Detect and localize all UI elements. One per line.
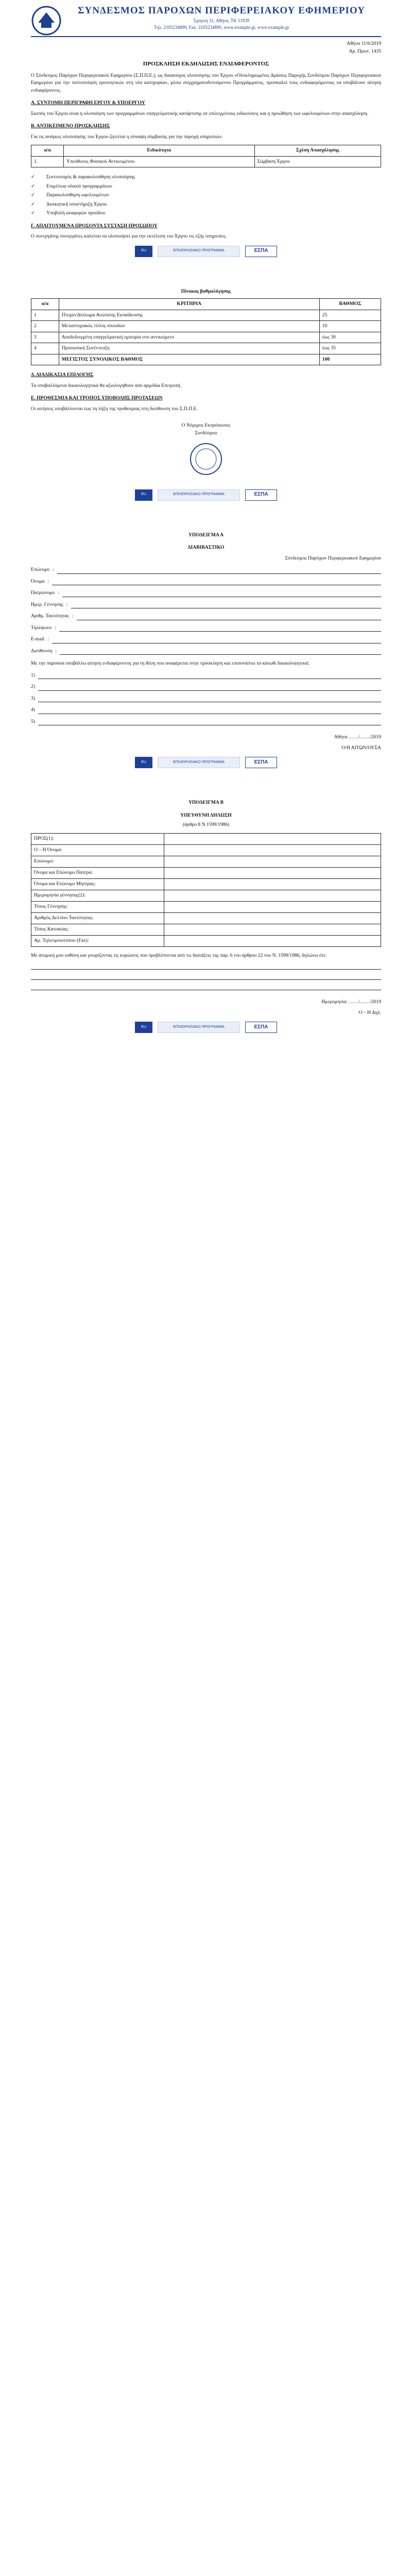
section-heading: Ε. ΠΡΟΘΕΣΜΙΑ ΚΑΙ ΤΡΟΠΟΣ ΥΠΟΒΟΛΗΣ ΠΡΟΤΑΣΕΩΝ <box>31 395 163 401</box>
form-blank[interactable] <box>164 856 381 867</box>
eu-flag-icon: EU <box>135 757 152 768</box>
eu-flag-icon: EU <box>135 1022 152 1033</box>
intro-paragraph: Ο Σύνδεσμος Παρόχων Περιφερειακού Εφημερίου (Σ.Π.Π.Ε.), ως δικαιούχος υλοποίησης του Έργου «Ολοκληρωμένες Δράσεις Παροχής Συνδέσμου Παρόχων Περιφερειακού Εφημερίου για την πιστοποίηση ερευνητικών στη νέα κατηγορία», μέσω συγχρηματοδοτούμενου Προγράμματος, προσκαλεί τους ενδιαφερόμενους να υποβάλουν αίτηση ενδιαφέροντος. <box>31 72 381 93</box>
table-header: α/α <box>31 299 59 310</box>
form-blank[interactable] <box>77 614 381 620</box>
organization-logo-icon <box>31 5 62 36</box>
annex-a-place-date: Αθήνα ……/……/2019 <box>334 734 381 740</box>
form-field: Όνομα : <box>31 578 381 586</box>
form-blank[interactable] <box>164 844 381 856</box>
annex-b-law: (άρθρο 8 Ν.1599/1986) <box>182 822 230 827</box>
table-row: 4 Προσωπική Συνέντευξη έως 35 <box>31 343 381 354</box>
table-header: ΚΡΙΤΗΡΙΑ <box>59 299 319 310</box>
protocol-number: Αρ. Πρωτ. 1435 <box>349 48 381 54</box>
table-header: α/α <box>31 145 64 157</box>
enclosure-line: 1) <box>31 672 381 680</box>
list-item: ✓ Παρακολούθηση ωφελουμένων <box>31 192 109 198</box>
annex-b-subtitle: ΥΠΕΥΘΥΝΗ ΔΗΛΩΣΗ <box>180 812 232 818</box>
form-blank[interactable] <box>60 649 381 655</box>
enclosure-line: 3) <box>31 695 381 703</box>
page-title: ΠΡΟΣΚΛΗΣΗ ΕΚΔΗΛΩΣΗΣ ΕΝΔΙΑΦΕΡΟΝΤΟΣ <box>143 61 269 67</box>
date-block <box>31 40 381 55</box>
document-body <box>0 40 412 1033</box>
program-logo: ΕΠΙΧΕΙΡΗΣΙΑΚΟ ΠΡΟΓΡΑΜΜΑ <box>158 1022 240 1033</box>
table-row: ΠΡΟΣ(1): <box>31 833 381 844</box>
form-blank[interactable] <box>59 625 381 632</box>
form-blank[interactable] <box>164 901 381 912</box>
section-text: Σκοπός του Έργου είναι η υλοποίηση των προγραμμάτων επαγγελματικής κατάρτισης σε επιλεγμένους ειδικεύσεις και η προώθηση των ωφελουμένων στην απασχόληση. <box>31 110 369 116</box>
form-blank[interactable] <box>31 974 381 980</box>
form-blank[interactable] <box>164 867 381 878</box>
list-item: ✓ Διοικητική υποστήριξη Έργου <box>31 201 107 207</box>
table-cell: 1. <box>31 156 64 167</box>
program-logo: ΕΠΙΧΕΙΡΗΣΙΑΚΟ ΠΡΟΓΡΑΜΜΑ <box>158 757 240 768</box>
criteria-caption: Πίνακας βαθμολόγησης <box>181 288 231 294</box>
form-blank[interactable] <box>164 924 381 935</box>
declaration-signer: Ο – Η Δηλ. <box>358 1009 381 1015</box>
form-blank[interactable] <box>71 602 381 608</box>
espa-logo: ΕΣΠΑ <box>245 246 277 257</box>
table-row: Αριθμός Δελτίου Ταυτότητας: <box>31 912 381 924</box>
form-blank[interactable] <box>164 890 381 901</box>
section-text: Ο συνεργάτης συνεργάτες καλείται να υλοποιήσει για την εκτέλεση του Έργου τις εξής υπηρεσίες. <box>31 233 227 239</box>
header-divider <box>31 36 381 37</box>
table-header: Σχέση Απασχόλησης <box>254 145 381 157</box>
criteria-table <box>31 298 381 365</box>
annex-b-title: ΥΠΟΔΕΙΓΜΑ Β <box>188 800 224 805</box>
form-blank[interactable] <box>31 984 381 990</box>
form-blank[interactable] <box>52 637 381 643</box>
espa-logo: ΕΣΠΑ <box>245 489 277 501</box>
form-blank[interactable] <box>164 935 381 946</box>
annex-a-body: Με την παρούσα υποβάλλω αίτηση ενδιαφέροντος για τη θέση που αναφέρεται στην πρόσκληση και επισυνάπτω τα κάτωθι δικαιολογητικά: <box>31 660 310 666</box>
table-row <box>31 156 381 167</box>
signature-org: Συνδέσμου <box>195 430 217 436</box>
form-field: Ημερ. Γέννησης : <box>31 601 381 609</box>
form-field: Τηλέφωνο : <box>31 624 381 632</box>
annex-a-signer: Ο/Η ΑΙΤΩΝ/ΟΥΣΑ <box>341 744 381 751</box>
declaration-date: Ημερομηνία: ……/……/2019 <box>321 999 381 1005</box>
table-row: ΜΕΓΙΣΤΟΣ ΣΥΝΟΛΙΚΟΣ ΒΑΘΜΟΣ 100 <box>31 354 381 365</box>
espa-logo: ΕΣΠΑ <box>245 757 277 768</box>
form-blank[interactable] <box>164 912 381 924</box>
annex-a-title: ΥΠΟΔΕΙΓΜΑ Α <box>188 532 224 538</box>
form-blank[interactable] <box>164 878 381 890</box>
declaration-statement: Με ατομική μου ευθύνη και γνωρίζοντας τις κυρώσεις που προβλέπονται από τις διατάξεις της παρ. 6 του άρθρου 22 του Ν. 1599/1986, δηλώνω ότι: <box>31 952 327 958</box>
table-row: 3 Αποδεδειγμένη επαγγελματική εμπειρία στο αντικείμενο έως 30 <box>31 332 381 343</box>
table-row: Όνομα και Επώνυμο Μητέρας: <box>31 878 381 890</box>
funding-logos <box>31 1022 381 1033</box>
form-field: Επώνυμο : <box>31 566 381 574</box>
table-row: Αρ. Τηλεομοιοτύπου (Fax): <box>31 935 381 946</box>
form-blank[interactable] <box>164 833 381 844</box>
section-heading: Β. ΑΝΤΙΚΕΙΜΕΝΟ ΠΡΟΣΚΛΗΣΗΣ <box>31 123 110 129</box>
table-row: Ημερομηνία γέννησης(2): <box>31 890 381 901</box>
enclosure-line: 4) <box>31 706 381 714</box>
role-table <box>31 145 381 167</box>
declaration-table <box>31 833 381 947</box>
table-row: Ο – Η Όνομα: <box>31 844 381 856</box>
enclosure-line: 5) <box>31 718 381 726</box>
form-field: E-mail : <box>31 636 381 643</box>
letterhead <box>0 0 412 36</box>
list-item: ✓ Υποβολή αναφορών προόδου <box>31 210 106 216</box>
organization-contact: Τηλ. 2105234890, Fax. 2105234890, www.example.gr, www.example.gr <box>153 25 289 30</box>
table-row: 1 Πτυχίο/Δίπλωμα Ανώτατης Εκπαίδευσης 25 <box>31 310 381 321</box>
section-text: Για τις ανάγκες υλοποίησης του Έργου ζητείται η σύναψη σύμβασης για την παροχή υπηρεσιών. <box>31 133 223 140</box>
list-item: ✓ Συντονισμός & παρακολούθηση υλοποίησης <box>31 174 135 180</box>
espa-logo: ΕΣΠΑ <box>245 1022 277 1033</box>
table-row: Τόπος Γέννησης: <box>31 901 381 912</box>
funding-logos <box>31 757 381 768</box>
form-blank[interactable] <box>62 591 381 597</box>
eu-flag-icon: EU <box>135 246 152 257</box>
table-cell: Υπεύθυνος Φυσικού Αντικειμένου <box>64 156 255 167</box>
organization-name: ΣΥΝΔΕΣΜΟΣ ΠΑΡΟΧΩΝ ΠΕΡΙΦΕΡΕΙΑΚΟΥ ΕΦΗΜΕΡΙΟΥ <box>78 5 365 16</box>
program-logo: ΕΠΙΧΕΙΡΗΣΙΑΚΟ ΠΡΟΓΡΑΜΜΑ <box>158 489 240 501</box>
section-text: Οι αιτήσεις υποβάλλονται έως τη λήξη της προθεσμίας στη διεύθυνση του Σ.Π.Π.Ε. <box>31 405 198 412</box>
form-blank[interactable] <box>57 568 381 574</box>
annex-a-recipient: Σύνδεσμος Παρόχων Περιφερειακού Εφημερίου <box>285 555 381 561</box>
section-heading: Δ. ΔΙΑΔΙΚΑΣΙΑ ΕΠΙΛΟΓΗΣ <box>31 372 94 378</box>
signature-block <box>31 422 381 480</box>
table-header: ΒΑΘΜΟΣ <box>319 299 381 310</box>
section-text: Τα υποβαλλόμενα δικαιολογητικά θα αξιολογηθούν από αρμόδια Επιτροπή. <box>31 382 182 388</box>
list-item: ✓ Επιμέλεια υλικού προγραμμάτων <box>31 183 112 189</box>
program-logo: ΕΠΙΧΕΙΡΗΣΙΑΚΟ ΠΡΟΓΡΑΜΜΑ <box>158 246 240 257</box>
document-date: Αθήνα 11/6/2019 <box>347 41 381 46</box>
form-field: Αριθμ. Ταυτότητας : <box>31 613 381 620</box>
table-row: Επώνυμο: <box>31 856 381 867</box>
table-header: Ειδικότητα <box>64 145 255 157</box>
table-cell: Σύμβαση Έργου <box>254 156 381 167</box>
form-blank[interactable] <box>31 963 381 970</box>
section-heading: Γ. ΑΠΑΙΤΟΥΜΕΝΑ ΠΡΟΣΟΝΤΑ ΣΥΣΤΑΣΗ ΠΡΟΣΩΠΟΥ <box>31 223 158 229</box>
table-row: 2 Μεταπτυχιακός τίτλος σπουδών 10 <box>31 321 381 332</box>
organization-info <box>62 5 381 30</box>
form-field: Διεύθυνση : <box>31 648 381 655</box>
funding-logos <box>31 246 381 257</box>
organization-address: Σμύρνη 31, Αθήνα, ΤΚ 11939 <box>193 18 250 23</box>
signature-title: Ο Νόμιμος Εκπρόσωπος <box>181 422 231 428</box>
enclosure-line: 2) <box>31 683 381 691</box>
annex-a-subtitle: ΔΙΑΒΙΒΑΣΤΙΚΟ <box>187 545 225 550</box>
official-stamp-icon <box>188 441 224 477</box>
funding-logos <box>31 489 381 501</box>
eu-flag-icon: EU <box>135 489 152 501</box>
table-row: Τόπος Κατοικίας: <box>31 924 381 935</box>
form-blank[interactable] <box>52 579 381 585</box>
form-field: Πατρώνυμο : <box>31 589 381 597</box>
table-row: Όνομα και Επώνυμο Πατέρα: <box>31 867 381 878</box>
section-heading: Α. ΣΥΝΤΟΜΗ ΠΕΡΙΓΡΑΦΗ ΕΡΓΟΥ & ΥΠΟΕΡΓΟΥ <box>31 100 145 106</box>
